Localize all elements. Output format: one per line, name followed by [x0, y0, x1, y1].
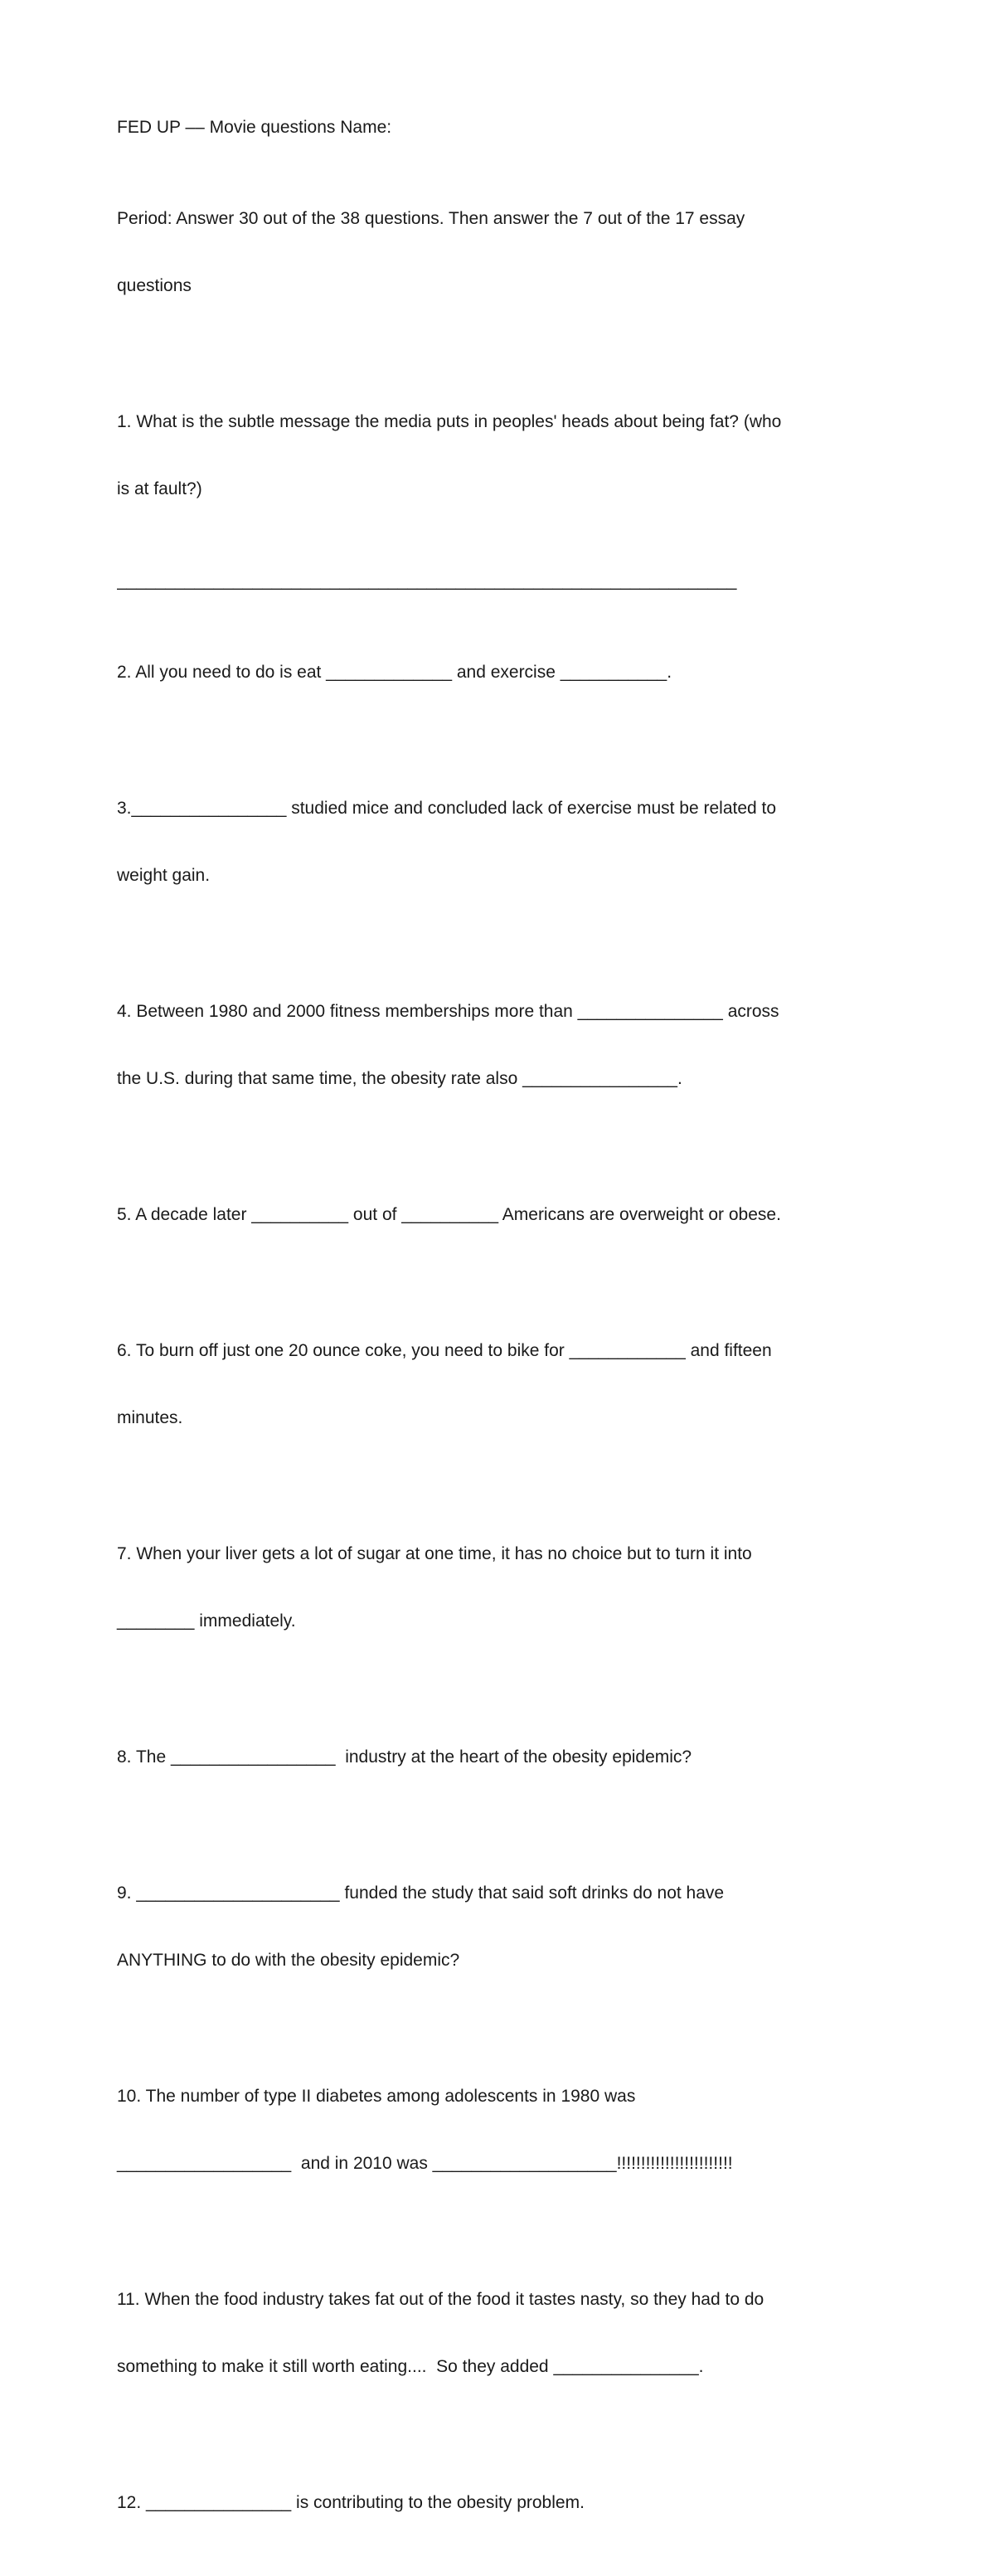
question-text: __________________ and in 2010 was ___________________!!!!!!!!!!!!!!!!!!!!!!!!: [117, 2154, 733, 2173]
question-3: [117, 752, 880, 931]
answer-blank-line: ________________________________________________________________: [117, 571, 737, 591]
question-text: is at fault?): [117, 479, 202, 498]
question-text: 9. _____________________ funded the study that said soft drinks do not have: [117, 1883, 725, 1903]
question-5: [117, 1159, 880, 1271]
question-text: 7. When your liver gets a lot of sugar at one time, it has no choice but to turn it into: [117, 1544, 752, 1563]
question-4: [117, 955, 880, 1135]
question-7: [117, 1498, 880, 1677]
worksheet-page: [117, 116, 880, 2576]
question-11: [117, 2243, 880, 2423]
question-text: something to make it still worth eating.... So they added _______________.: [117, 2357, 704, 2376]
question-8: [117, 1701, 880, 1813]
question-text: 1. What is the subtle message the media puts in peoples' heads about being fat? (who: [117, 412, 782, 431]
question-text: 5. A decade later __________ out of __________ Americans are overweight or obese.: [117, 1205, 781, 1224]
question-10: [117, 2040, 880, 2219]
question-text: 12. _______________ is contributing to the obesity problem.: [117, 2493, 585, 2512]
question-6: [117, 1295, 880, 1474]
question-text: 8. The _________________ industry at the heart of the obesity epidemic?: [117, 1747, 692, 1767]
question-text: 11. When the food industry takes fat out of the food it tastes nasty, so they had to do: [117, 2290, 764, 2309]
question-text: the U.S. during that same time, the obesity rate also ________________.: [117, 1069, 682, 1088]
question-text: minutes.: [117, 1408, 183, 1427]
question-2: [117, 616, 880, 728]
question-1: [117, 366, 880, 545]
question-text: 2. All you need to do is eat _____________ and exercise ___________.: [117, 663, 672, 682]
question-9: [117, 1837, 880, 2016]
worksheet-title: FED UP –– Movie questions Name:: [117, 118, 392, 137]
question-12: [117, 2447, 880, 2559]
instructions-line: questions: [117, 276, 192, 295]
question-text: 4. Between 1980 and 2000 fitness memberships more than _______________ across: [117, 1002, 779, 1021]
instructions: [117, 163, 880, 342]
question-text: 10. The number of type II diabetes among adolescents in 1980 was: [117, 2087, 636, 2106]
question-text: ________ immediately.: [117, 1611, 296, 1631]
instructions-line: Period: Answer 30 out of the 38 questions. Then answer the 7 out of the 17 essay: [117, 209, 745, 228]
question-text: 3.________________ studied mice and concluded lack of exercise must be related to: [117, 799, 777, 818]
question-text: 6. To burn off just one 20 ounce coke, you need to bike for ____________ and fifteen: [117, 1341, 772, 1360]
question-text: ANYTHING to do with the obesity epidemic?: [117, 1951, 460, 1970]
question-text: weight gain.: [117, 866, 211, 885]
